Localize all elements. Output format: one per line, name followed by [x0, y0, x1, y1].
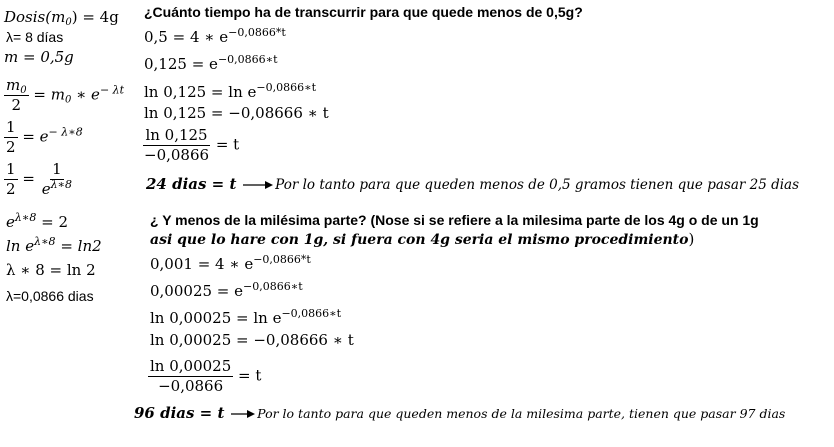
q2-fraction-denominator: −0,0866 [158, 377, 224, 395]
q1-line-1-exp: −0,0866*t [228, 26, 286, 39]
q2-fraction-line [148, 359, 261, 394]
q2-line-2 [150, 280, 303, 300]
q1-fraction-rhs: = t [211, 135, 240, 154]
q1-fraction-line [142, 128, 239, 163]
eq-lambda-times-eight: λ ∗ 8 = ln 2 [6, 261, 96, 279]
eq-ln-lhs: ln e [6, 237, 35, 255]
dosis-var: m [51, 8, 66, 26]
arrow-right-icon [243, 180, 273, 190]
eq-decay-rhs-tail: ∗ e [71, 85, 100, 104]
eq-reciprocal-right-den [40, 180, 74, 197]
q2-fraction-rhs: = t [233, 366, 262, 385]
eq-decay-exp: − λt [99, 83, 125, 97]
q2-line-1-exp: −0,0866*t [253, 253, 311, 266]
q2-fraction [148, 359, 233, 394]
eq-ln-rhs: = ln2 [55, 237, 102, 255]
q1-line-2 [144, 53, 278, 73]
eq-ln-exp: λ∗8 [34, 235, 56, 248]
q2-line-2-exp: −0,0866∗t [243, 280, 303, 293]
q1-line-2-exp: −0,0866∗t [217, 53, 278, 66]
eq-decay-fraction [4, 78, 29, 113]
q2-result: 96 dias = t [134, 404, 225, 422]
q2-fraction-numerator: ln 0,00025 [150, 357, 232, 375]
m-value: m = 0,5g [4, 48, 74, 66]
q1-fraction-denominator: −0,0866 [144, 146, 210, 164]
eq-reciprocal-den-exp: λ∗8 [50, 178, 73, 191]
q2-line-3 [150, 307, 342, 327]
arrow-right-icon [231, 409, 255, 419]
eq-reciprocal-left [4, 162, 18, 197]
q2-line-1 [150, 253, 311, 273]
q2-conclusion: Por lo tanto para que queden menos de la milesima parte, tienen que pasar 97 dias [257, 406, 786, 421]
q2-subline [150, 232, 694, 247]
q1-result: 24 dias = t [146, 175, 237, 193]
eq-reciprocal-left-den: 2 [6, 180, 16, 198]
q1-line-3-lhs: ln 0,125 = ln e [144, 83, 257, 101]
eq-ln [6, 235, 102, 255]
dosis-sub: 0 [65, 17, 72, 28]
eq-half [4, 120, 83, 155]
eq-half-rhs: = e [22, 127, 49, 146]
dosis-value: ) = 4g [71, 8, 119, 26]
q2-line-3-exp: −0,0866∗t [281, 307, 342, 320]
eq-decay-denominator: 2 [11, 96, 22, 114]
q2-subline-text: asi que lo hare con 1g, si fuera con 4g seria el mismo procedimiento [150, 232, 689, 248]
q2-line-3-lhs: ln 0,00025 = ln e [150, 309, 282, 327]
eq-decay-rhs: = m [33, 85, 65, 104]
eq-half-denominator: 2 [6, 138, 16, 156]
eq-reciprocal-left-num: 1 [6, 160, 16, 178]
dosis-line: $Dosis(m_0) = 4g$ [4, 8, 119, 28]
q2-line-2-lhs: 0,00025 = e [150, 282, 244, 300]
eq-exp-two-exp: λ∗8 [14, 211, 37, 224]
q1-line-3 [144, 81, 316, 101]
eq-half-fraction [4, 120, 18, 155]
q2-line-1-lhs: 0,001 = 4 ∗ e [150, 255, 254, 273]
q1-line-2-lhs: 0,125 = e [144, 55, 218, 73]
q1-fraction-numerator: ln 0,125 [145, 126, 208, 144]
eq-reciprocal [4, 162, 74, 197]
q2-result-line [134, 406, 785, 421]
dosis-label: Dosis [4, 8, 46, 26]
q2-heading: ¿ Y menos de la milésima parte? (Nose si se refiere a la milesima parte de los 4g o de un 1g [150, 212, 759, 228]
eq-half-numerator: 1 [6, 118, 16, 136]
eq-reciprocal-den-base: e [41, 180, 51, 198]
q2-line-4: ln 0,00025 = −0,08666 ∗ t [150, 331, 354, 349]
eq-decay [4, 78, 124, 113]
q1-result-line [146, 177, 799, 193]
q1-line-1-lhs: 0,5 = 4 ∗ e [144, 28, 229, 46]
eq-reciprocal-equals: = [22, 169, 35, 188]
lambda-result: λ=0,0866 dias [6, 288, 94, 304]
q1-line-1 [144, 26, 286, 46]
eq-half-exp: − λ∗8 [48, 125, 83, 139]
eq-reciprocal-right [40, 162, 74, 197]
eq-reciprocal-right-num: 1 [52, 160, 62, 178]
q1-fraction [142, 128, 211, 163]
eq-exp-two-rhs: = 2 [36, 213, 68, 231]
eq-decay-rhs-sub: 0 [64, 94, 72, 106]
q1-line-4: ln 0,125 = −0,08666 ∗ t [144, 104, 329, 122]
eq-decay-numerator [4, 78, 29, 96]
q1-conclusion: Por lo tanto para que queden menos de 0,5 gramos tienen que pasar 25 dias [275, 177, 800, 193]
q1-line-3-exp: −0,0866∗t [256, 81, 316, 94]
eq-exp-two-base: e [6, 213, 15, 231]
q2-subline-close: ) [688, 230, 695, 248]
eq-decay-num-sub: 0 [20, 85, 27, 96]
eq-decay-num-var: m [6, 76, 21, 94]
q1-heading: ¿Cuánto tiempo ha de transcurrir para que quede menos de 0,5g? [144, 4, 583, 20]
lambda-days: λ= 8 días [6, 29, 64, 45]
eq-exp-two [6, 211, 68, 231]
